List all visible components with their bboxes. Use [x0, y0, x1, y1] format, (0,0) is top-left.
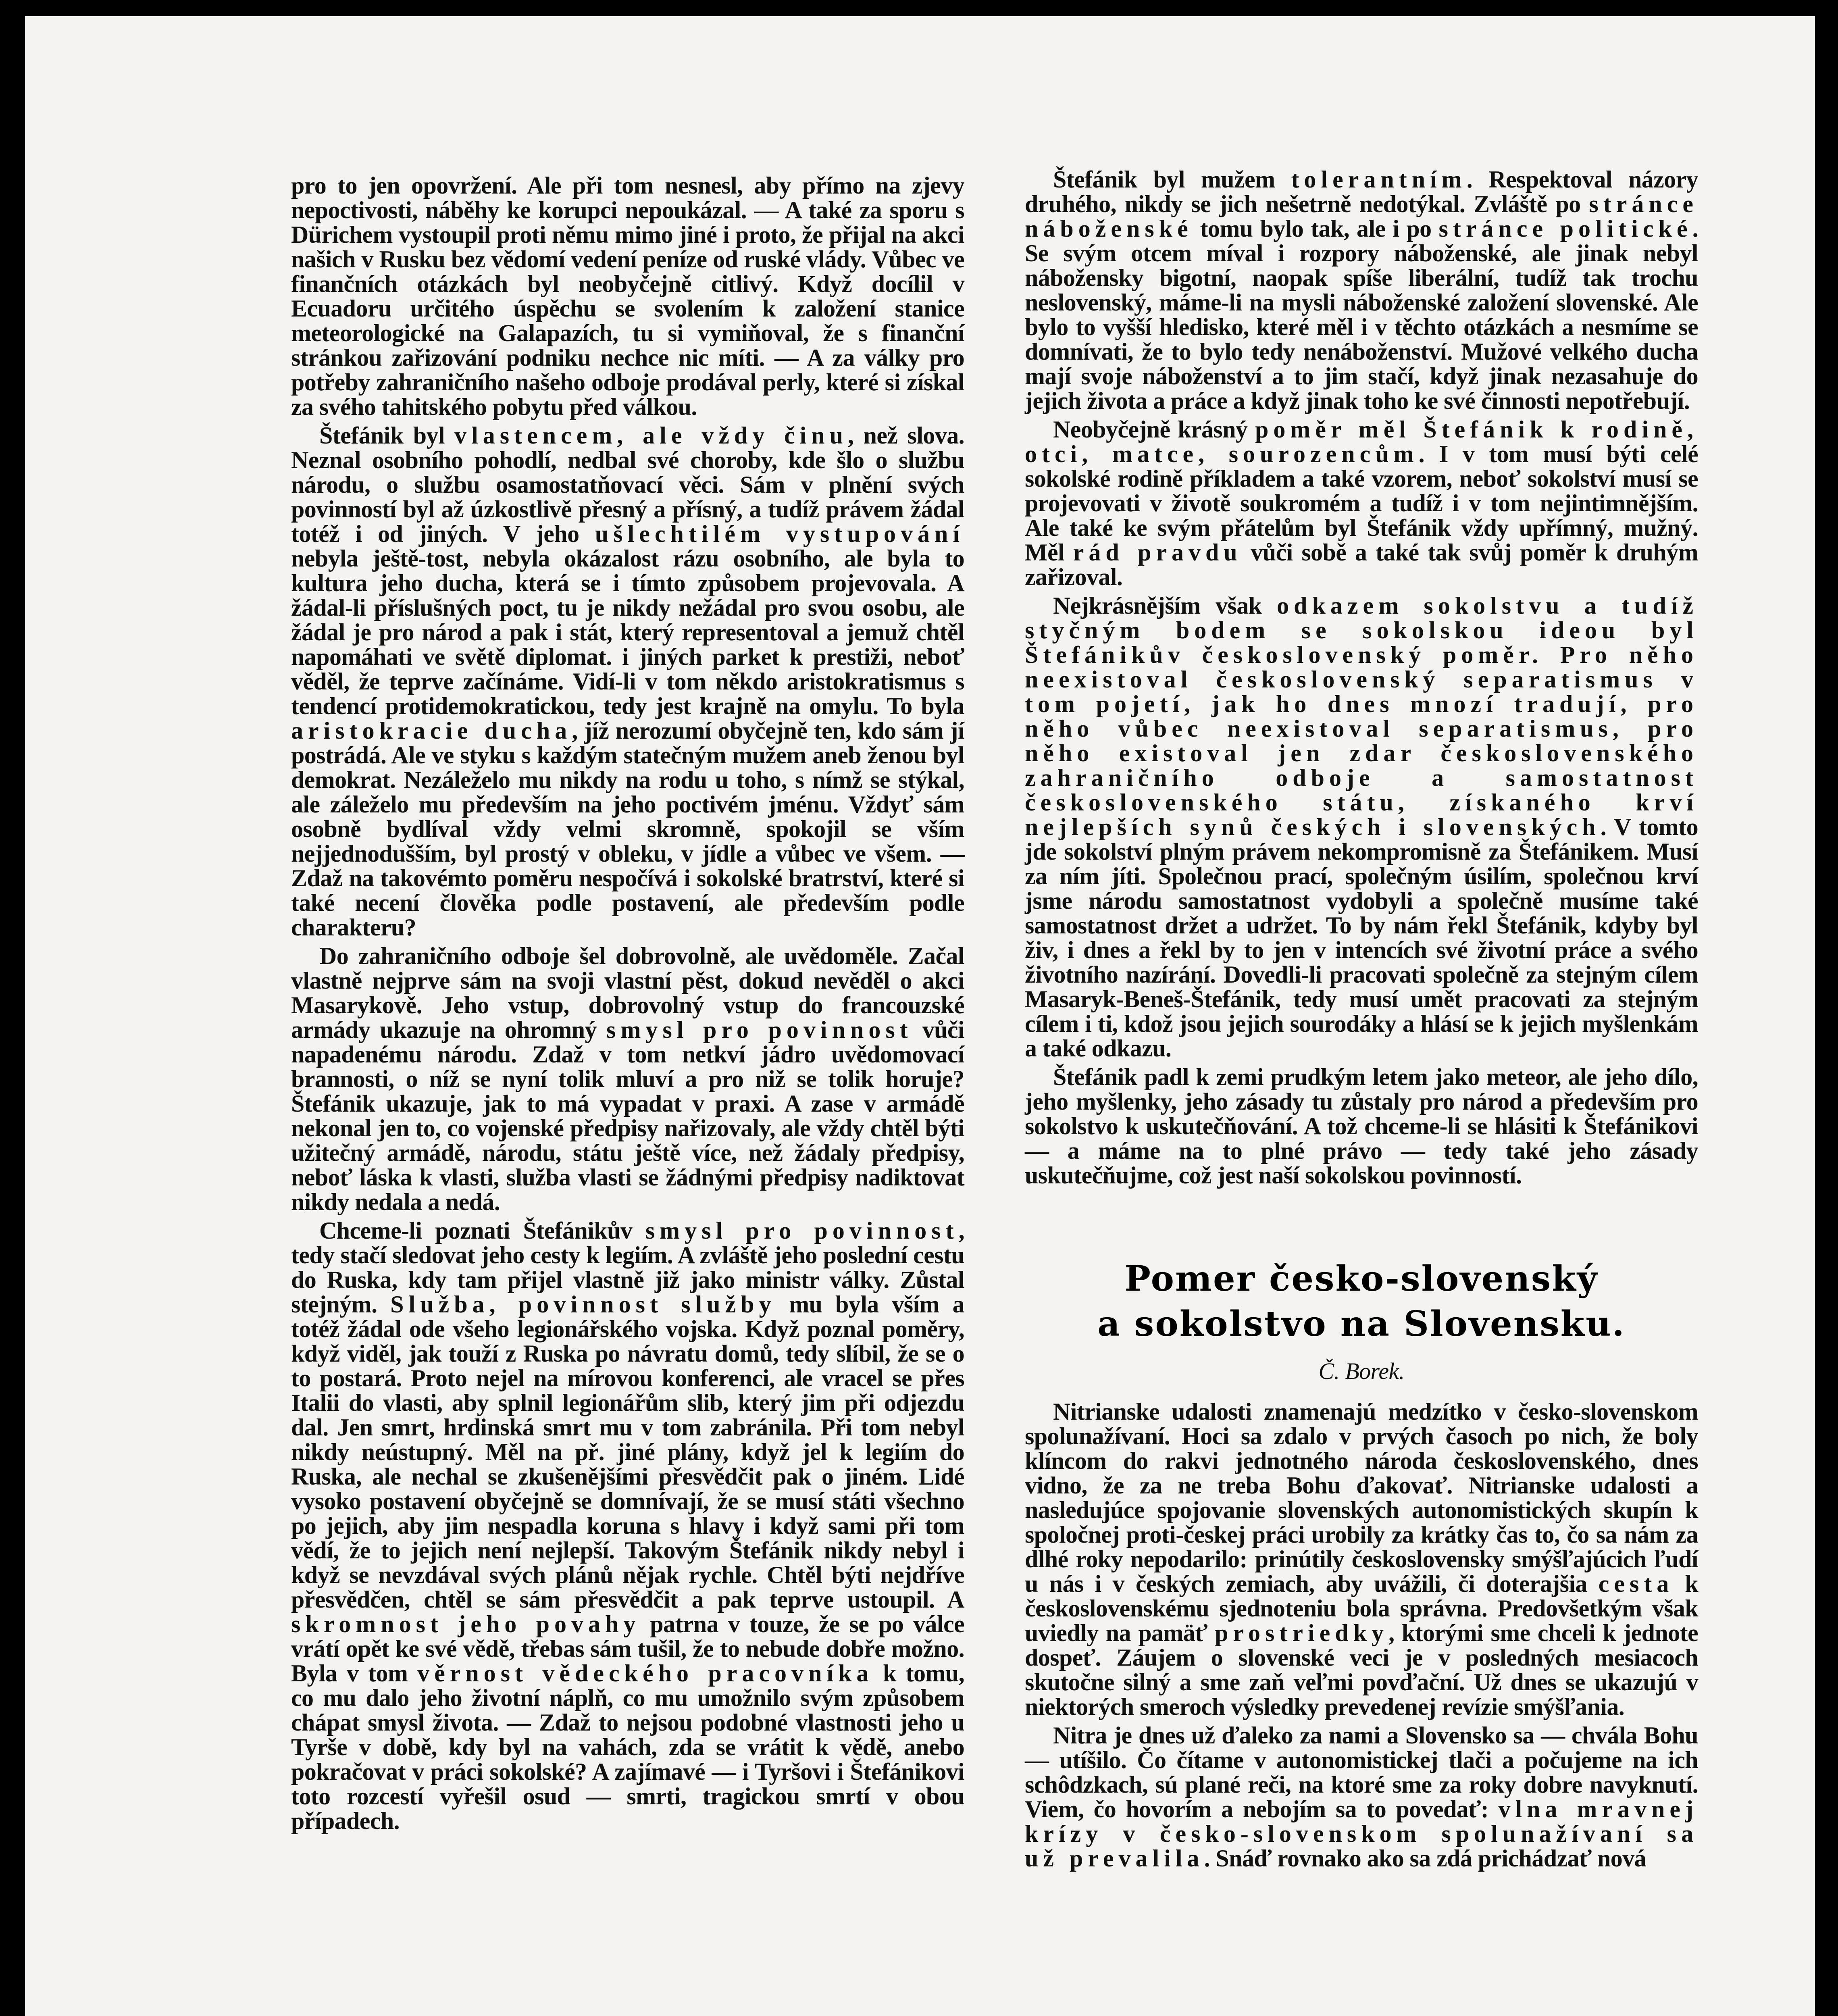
paragraph: [1025, 167, 1698, 413]
text-run: Štefánik padl k zemi prudkým letem jako meteor, ale jeho dílo, jeho myšlenky, jeho zásady tu zůstaly pro národ a především pro sokolstvo k uskutečňování. A tož chceme-li se hlásiti k Štefánikovi — a máme na to plné právo — tedy také jeho zásady uskutečňujme, což jest naší sokolskou povinností.: [1025, 1064, 1698, 1189]
text-run: patrna v touze, že se po válce vrátí opět ke své vědě, třebas sám tušil, že to nebude dobře možno. Byla v tom: [291, 1611, 965, 1687]
text-run: Nejkrásnějším však: [1053, 592, 1277, 619]
text-run: , ktorými sme chceli k jednote dospeť. Záujem o slovenské veci je v posledných mesiacoch skutočne silný a sme zaň veľmi povďační. Už dnes se ukazujú v niektorých smeroch výsledky prevedenej revízie smýšľania.: [1025, 1620, 1698, 1720]
text-run: vůči napadenému národu. Zdaž v tom netkví jádro uvědomovací brannosti, o níž se nyní tolik mluví a pro niž se tolik horuje? Štefánik ukazuje, jak to má vypadat v praxi. A zase v armádě nekonal jen to, co vojenské předpisy nařizovaly, ale vždy chtěl býti užitečný armádě, národu, státu ještě více, než žádaly předpisy, neboť láska k vlasti, služba vlasti se žádnými předpisy nadiktovat nikdy nedala a nedá.: [291, 1016, 964, 1215]
text-run: Štefánik byl mužem: [1053, 166, 1291, 193]
spaced-text: tolerantním: [1291, 166, 1467, 193]
left-column: [291, 173, 964, 1837]
text-run: vůči sobě a také tak svůj poměr k druhým zařizoval.: [1025, 539, 1698, 590]
text-run: . Respektoval názory druhého, nikdy se jich nešetrně nedotýkal. Zvláště po: [1025, 166, 1698, 217]
paragraph: [1025, 1400, 1698, 1719]
spaced-text: poměr měl Štefánik k rodině, otci, matce, sourozencům: [1025, 416, 1698, 467]
spaced-text: cesta: [1598, 1570, 1674, 1597]
text-run: k československému sjednoteniu bola správna. Predovšetkým však uviedly na pamäť: [1025, 1570, 1698, 1646]
spaced-text: smysl pro povinnost: [645, 1217, 959, 1244]
spaced-text: rád pravdu: [1073, 539, 1242, 566]
text-run: , než slova. Neznal osobního pohodlí, nedbal své choroby, kde šlo o službu národu, o službu osamostatňovací věci. Sám v plnění svých povinností byl až úzkostlivě přesný a přísný, a tudíž právem žádal totéž i od jiných. V jeho: [291, 422, 964, 547]
spaced-text: vlastencem, ale vždy činu: [454, 422, 848, 449]
spaced-text: Služba, povinnost služby: [390, 1291, 776, 1318]
text-run: Neobyčejně krásný: [1053, 416, 1255, 443]
paragraph: [1025, 594, 1698, 1061]
text-run: Štefánik byl: [319, 422, 455, 449]
article-title: [1025, 1256, 1698, 1347]
text-run: , tedy stačí sledovat jeho cesty k legiím. A zvláště jeho poslední cestu do Ruska, kdy tam přijel vlastně již jako ministr války. Zůstal stejným.: [291, 1217, 964, 1318]
article-title-line: a sokolstvo na Slovensku.: [1097, 1304, 1626, 1344]
paragraph: [1025, 417, 1698, 589]
text-run: , jíž nerozumí obyčejně ten, kdo sám jí postrádá. Ale ve styku s každým statečným mužem aneb ženou byl demokrat. Nezáleželo mu nikdy na rodu u toho, s nímž se stýkal, ale záleželo mu především na jeho poctivém jménu. Vždyť sám osobně bydlíval vždy velmi skromně, spokojil se vším nejjednodušším, byl prostý v obleku, v jídle a vůbec ve všem. — Zdaž na takovémto poměru nespočívá i sokolské bratrství, které si také necení člověka podle postavení, ale především podle charakteru?: [291, 717, 964, 941]
paragraph: [291, 173, 964, 419]
text-run: pro to jen opovržení. Ale při tom nesnesl, aby přímo na zjevy nepoctivosti, náběhy ke korupci nepoukázal. — A také za sporu s Dürichem vystoupil proti němu mimo jiné i proto, že přijal na akci našich v Rusku bez vědomí vedení peníze od ruské vlády. Vůbec ve finančních otázkách byl neobyčejně citlivý. Když docílil v Ecuadoru určitého úspěchu se svolením k založení stanice meteorologické na Galapazích, tu si vymiňoval, že s finanční stránkou zařizování podniku nechce nic míti. — A za války pro potřeby zahraničního našeho odboje prodával perly, které si získal za svého tahitského pobytu před válkou.: [291, 172, 964, 420]
page: [25, 16, 1815, 2016]
text-run: Nitra je dnes už ďaleko za nami a Slovensko sa — chvála Bohu — utíšilo. Čo čítame v autonomistickej tlači a počujeme na ich schôdzkach, sú plané reči, na ktoré sme za roky dobre navyknutí. Viem, čo hovorím a nebojím sa to povedať:: [1025, 1722, 1698, 1822]
spaced-text: stránce politické: [1438, 215, 1692, 242]
text-run: Nitrianske udalosti znamenajú medzítko v česko-slovenskom spolunažívaní. Hoci sa zdalo v prvých časoch po nich, že boly klíncom do rakvi jednotného národa československého, dnes vidno, že za ne treba Bohu ďakovať. Nitrianske udalosti a nasledujúce spojovanie slovenských autonomistických skupín k spoločnej proti-českej práci urobily za krátky čas to, čo sa nám za dlhé roky nepodarilo: prinútily československy smýšľajúcich ľudí u nás i v českých zemiach, aby uvážili, či doterajšia: [1025, 1398, 1698, 1597]
text-run: Do zahraničního odboje šel dobrovolně, ale uvědoměle. Začal vlastně nejprve sám na svoji vlastní pěst, dokud nevěděl o akci Masarykově. Jeho vstup, dobrovolný vstup do francouzské armády ukazuje na ohromný: [291, 943, 964, 1043]
text-run: . V tomto jde sokolství plným právem nekompromisně za Štefánikem. Musí za ním jíti. Společnou prací, společným úsilím, společnou krví jsme národu samostatnost vydobyli a společně musíme také samostatnost držet a udržet. To by nám řekl Štefánik, kdyby byl živ, i dnes a řekl by to jen v intencích své životní práce a svého životního nazírání. Dovedli-li pracovati společně za stejným cílem Masaryk-Beneš-Štefánik, tedy musí umět pracovati za stejným cílem i ti, kdož jsou jejich sourodáky a hlásí se k jejich myšlenkám a také odkazu.: [1025, 814, 1698, 1062]
right-column: [1025, 167, 1698, 1875]
text-run: tomu bylo tak, ale i po: [1193, 215, 1439, 242]
paragraph: [1025, 1723, 1698, 1871]
spaced-text: stránce náboženské: [1025, 191, 1698, 242]
article-title-line: Pomer česko-slovenský: [1124, 1258, 1599, 1299]
spaced-text: aristokracie ducha: [291, 717, 572, 744]
text-run: . I v tom musí býti celé sokolské rodině příkladem a také vzorem, neboť sokolství musí se projevovati v životě soukromém a tudíž i v tom nejintimnějším. Ale také ke svým přátelům byl Štefánik vždy upřímný, mužný. Měl: [1025, 441, 1698, 566]
text-run: mu byla vším a totéž žádal ode všeho legionářského vojska. Když poznal poměry, když viděl, jak touží z Ruska po návratu domů, tedy slíbil, že se o to postará. Proto nejel na mírovou konferenci, ale vracel se přes Italii do vlasti, aby splnil legionářům slib, který jim při odjezdu dal. Jen smrt, hrdinská smrt mu v tom zabránila. Při tom nebyl nikdy neústupný. Měl na př. jiné plány, když jel k legiím do Ruska, ale nechal se zkušenějšími přesvědčit pak o jiném. Lidé vysoko postavení obyčejně se domnívají, že se musí státi všechno po jejich, aby jim nespadla koruna s hlavy i když sami při tom vědí, že to jejich není nejlepší. Takovým Štefánik nikdy nebyl i když se nevzdával svých plánů nějak rychle. Chtěl býti nejdříve přesvědčen, chtěl se sám přesvědčit a pak teprve ustoupil. A: [291, 1291, 964, 1613]
spaced-text: prostriedky: [1215, 1620, 1389, 1646]
spaced-text: skromnost jeho povahy: [291, 1611, 641, 1637]
text-run: . Se svým otcem míval i rozpory náboženské, ale jinak nebyl nábožensky bigotní, naopak spíše liberální, tudíž tak trochu neslovenský, máme-li na mysli náboženské založení slovenské. Ale bylo to vyšší hledisko, které měl i v těchto otázkách a nesmíme se domnívati, že to bylo tedy nenáboženství. Mužové velkého ducha mají svoje náboženství a to jim stačí, když jinak nezasahuje do jejich života a práce a když jinak toho ke své činnosti nepotřebují.: [1025, 215, 1698, 414]
spaced-text: věrnost vědeckého pracovníka: [417, 1660, 874, 1687]
spaced-text: ušlechtilém vystupování: [595, 521, 964, 547]
text-run: Chceme-li poznati Štefánikův: [319, 1217, 645, 1244]
article-author: Č. Borek.: [1318, 1358, 1405, 1384]
spaced-text: vlna mravnej krízy v česko-slovenskom spolunažívaní sa už prevalila: [1025, 1796, 1698, 1872]
text-run: nebyla ještě-tost, nebyla okázalost rázu osobního, ale byla to kultura jeho ducha, která se i tímto způsobem projevovala. A žádal-li příslušných poct, tu je nikdy nežádal pro svou osobu, ale žádal je pro národ a pak i stát, který representoval a jemuž chtěl napomáhati ve světě diplomat. i jiných parket k prestiži, neboť věděl, že teprve začínáme. Vidí-li v tom někdo aristokratismus s tendencí protidemokratickou, tedy jest krajně na omylu. To byla: [291, 545, 964, 719]
text-run: k tomu, co mu dalo jeho životní náplň, co mu umožnilo svým způsobem chápat smysl života. — Zdaž to nejsou podobné vlastnosti jeho u Tyrše v době, kdy byl na vahách, zda se vrátit k vědě, anebo pokračovat v práci sokolské? A zajímavé — i Tyršovi i Štefánikovi toto rozcestí vyřešil osud — smrti, tragickou smrtí v obou případech.: [291, 1660, 964, 1834]
paragraph: [1025, 1065, 1698, 1188]
paragraph: [291, 423, 964, 940]
paragraph: [291, 1218, 964, 1833]
spaced-text: odkazem sokolstvu a tudíž styčným bodem se sokolskou ideou byl Štefánikův československý poměr. Pro něho neexistoval československý separatismus v tom pojetí, jak ho dnes mnozí tradují, pro něho vůbec neexistoval separatismus, pro něho existoval jen zdar československého zahraničního odboje a samostatnost československého státu, získaného krví nejlepších synů českých i slovenských: [1025, 592, 1699, 840]
text-run: . Snáď rovnako ako sa zdá prichádzať nová: [1204, 1845, 1646, 1872]
paragraph: [291, 944, 964, 1214]
spaced-text: smysl pro povinnost: [606, 1016, 913, 1043]
